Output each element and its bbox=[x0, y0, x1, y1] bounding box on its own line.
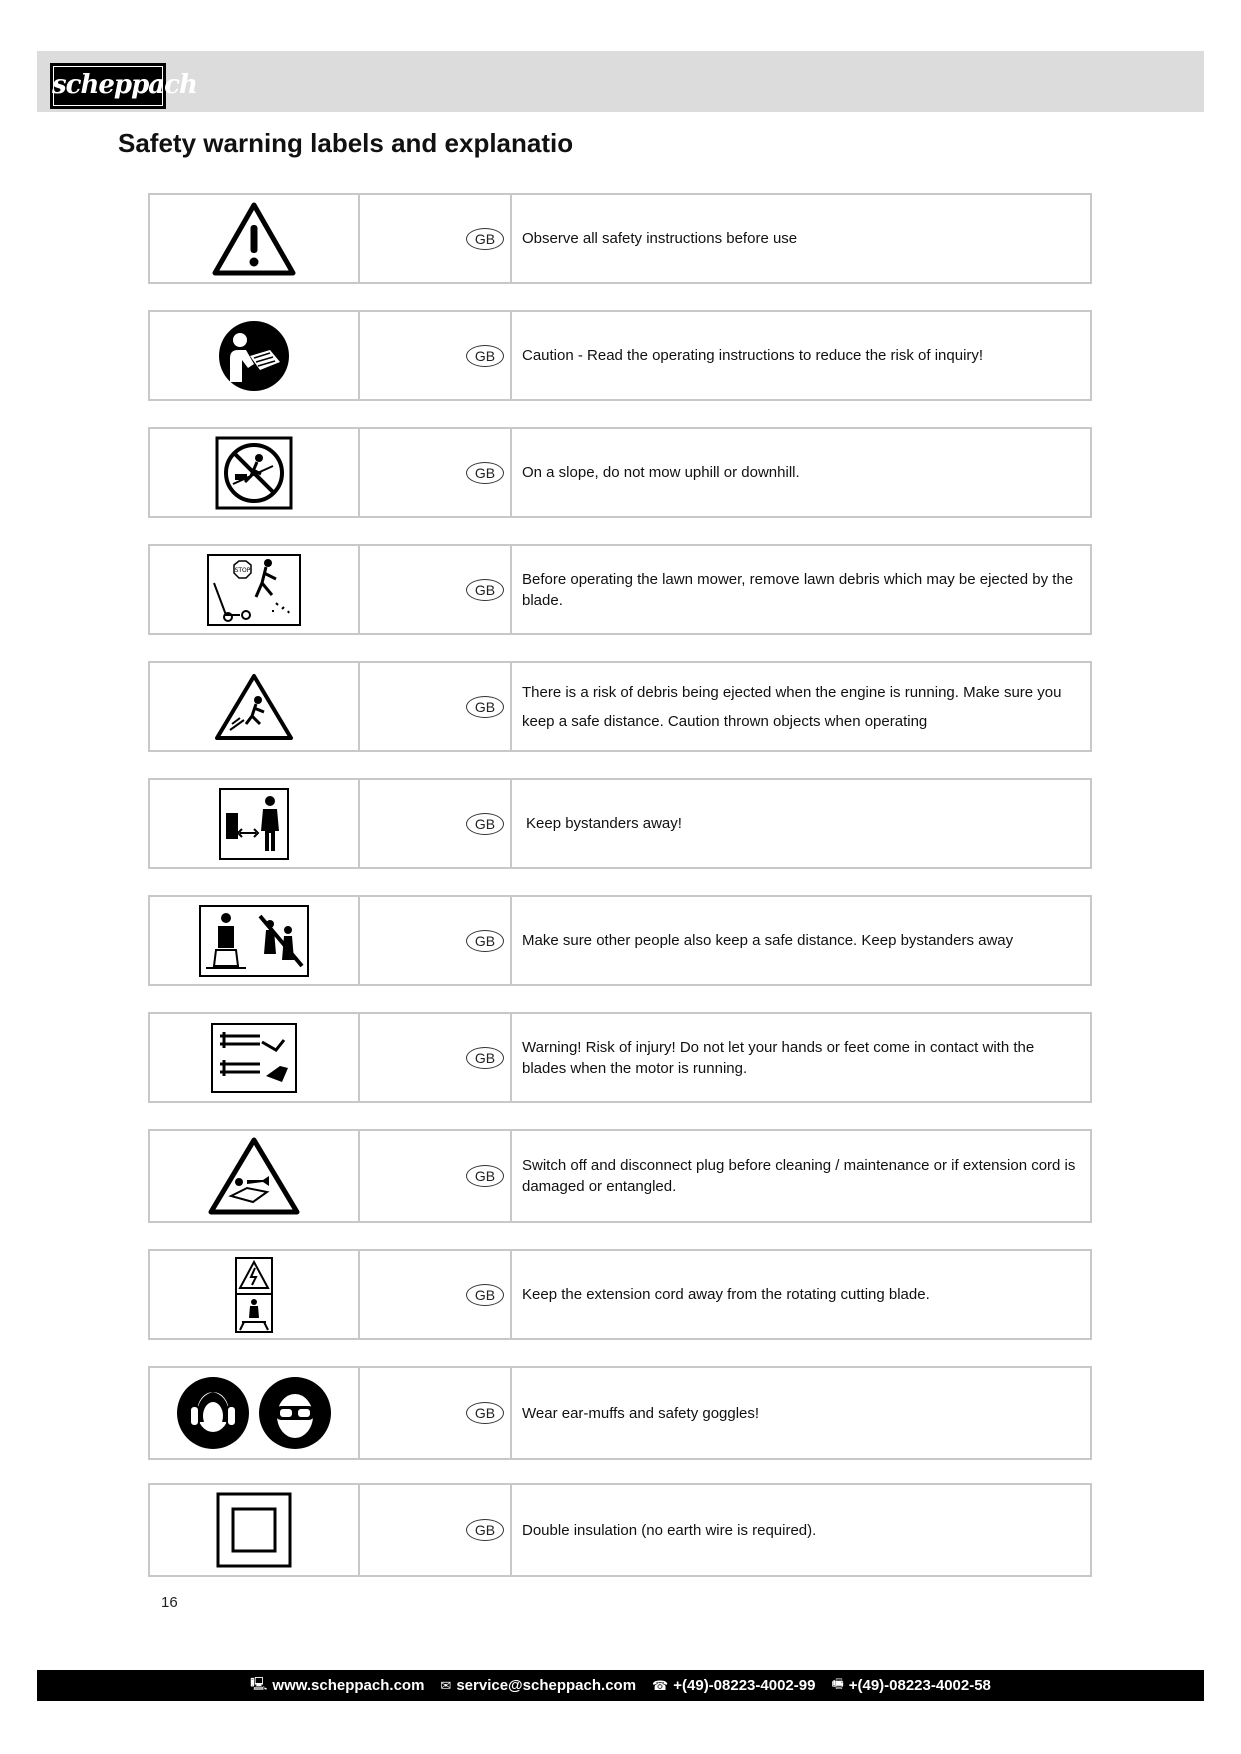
phone-number: +(49)-08223-4002-99 bbox=[673, 1677, 816, 1694]
table-row bbox=[148, 1366, 1092, 1460]
label-text: On a slope, do not mow uphill or downhill. bbox=[522, 464, 800, 481]
table-row bbox=[148, 1129, 1092, 1223]
page-title: Safety warning labels and explanatio bbox=[118, 128, 574, 158]
table-row bbox=[148, 1012, 1092, 1103]
ear-muffs-icon bbox=[177, 1377, 249, 1449]
footer-fax bbox=[831, 1675, 990, 1697]
cord-away-blade-icon bbox=[234, 1256, 274, 1334]
phone-icon: ☎ bbox=[652, 1677, 669, 1693]
lang-badge: GB bbox=[466, 1165, 504, 1187]
footer-email[interactable] bbox=[440, 1677, 636, 1694]
safety-goggles-icon bbox=[259, 1377, 331, 1449]
table-row bbox=[148, 1249, 1092, 1340]
table-row bbox=[148, 1483, 1092, 1577]
table-row bbox=[148, 661, 1092, 752]
blade-hand-foot-icon bbox=[210, 1022, 298, 1094]
warning-triangle-icon bbox=[211, 201, 297, 277]
svg-text:STOP: STOP bbox=[234, 566, 251, 574]
ear-muffs-goggles-icon bbox=[176, 1376, 332, 1450]
thrown-objects-icon bbox=[214, 672, 294, 742]
lang-badge: GB bbox=[466, 1284, 504, 1306]
label-text: Switch off and disconnect plug before cleaning / maintenance or if extension cord is damaged or entangled. bbox=[522, 1157, 1076, 1195]
website-link[interactable]: www.scheppach.com bbox=[272, 1677, 425, 1694]
remove-debris-icon bbox=[206, 553, 302, 627]
table-row bbox=[148, 895, 1092, 986]
lang-badge: GB bbox=[466, 462, 504, 484]
keep-distance-icon bbox=[218, 787, 290, 861]
lang-badge: GB bbox=[466, 579, 504, 601]
table-row bbox=[148, 310, 1092, 401]
footer-phone bbox=[652, 1677, 815, 1694]
label-text: Before operating the lawn mower, remove lawn debris which may be ejected by the blade. bbox=[522, 570, 1074, 609]
no-bystanders-icon bbox=[198, 904, 310, 978]
label-text: Keep the extension cord away from the rotating cutting blade. bbox=[522, 1286, 930, 1303]
lang-badge: GB bbox=[466, 930, 504, 952]
lang-badge: GB bbox=[466, 696, 504, 718]
fax-number: +(49)-08223-4002-58 bbox=[848, 1677, 991, 1694]
label-text: There is a risk of debris being ejected when the engine is running. Make sure you keep a safe distance. Caution thrown objects when operating bbox=[522, 683, 1062, 730]
table-row bbox=[148, 544, 1092, 635]
footer-website[interactable] bbox=[250, 1675, 424, 1697]
lang-badge: GB bbox=[466, 1519, 504, 1541]
scheppach-logo: scheppach bbox=[50, 63, 166, 109]
disconnect-plug-icon bbox=[207, 1136, 301, 1216]
label-text: Caution - Read the operating instructions to reduce the risk of inquiry! bbox=[522, 347, 984, 364]
table-row bbox=[148, 427, 1092, 518]
footer-bar bbox=[37, 1670, 1204, 1701]
label-text: Observe all safety instructions before use bbox=[522, 230, 798, 247]
table-row bbox=[148, 778, 1092, 869]
read-manual-icon bbox=[218, 320, 290, 392]
label-text: Double insulation (no earth wire is required). bbox=[522, 1521, 817, 1539]
label-text: Warning! Risk of injury! Do not let your hands or feet come in contact with the blades when the motor is running. bbox=[522, 1038, 1035, 1077]
no-mowing-slope-icon bbox=[215, 436, 293, 510]
table-row bbox=[148, 193, 1092, 284]
lang-badge: GB bbox=[466, 1402, 504, 1424]
lang-badge: GB bbox=[466, 813, 504, 835]
email-link[interactable]: service@scheppach.com bbox=[456, 1677, 637, 1694]
label-text: Keep bystanders away! bbox=[526, 815, 682, 832]
mail-icon: ✉ bbox=[440, 1677, 452, 1693]
computer-icon: 🖳 bbox=[250, 1675, 268, 1691]
fax-icon: 🖷 bbox=[831, 1675, 844, 1691]
page-number: 16 bbox=[161, 1594, 178, 1611]
label-text: Make sure other people also keep a safe distance. Keep bystanders away bbox=[522, 932, 1014, 949]
double-insulation-icon bbox=[215, 1491, 293, 1569]
lang-badge: GB bbox=[466, 1047, 504, 1069]
header-band bbox=[37, 51, 1204, 112]
lang-badge: GB bbox=[466, 228, 504, 250]
label-text: Wear ear-muffs and safety goggles! bbox=[522, 1404, 760, 1422]
lang-badge: GB bbox=[466, 345, 504, 367]
